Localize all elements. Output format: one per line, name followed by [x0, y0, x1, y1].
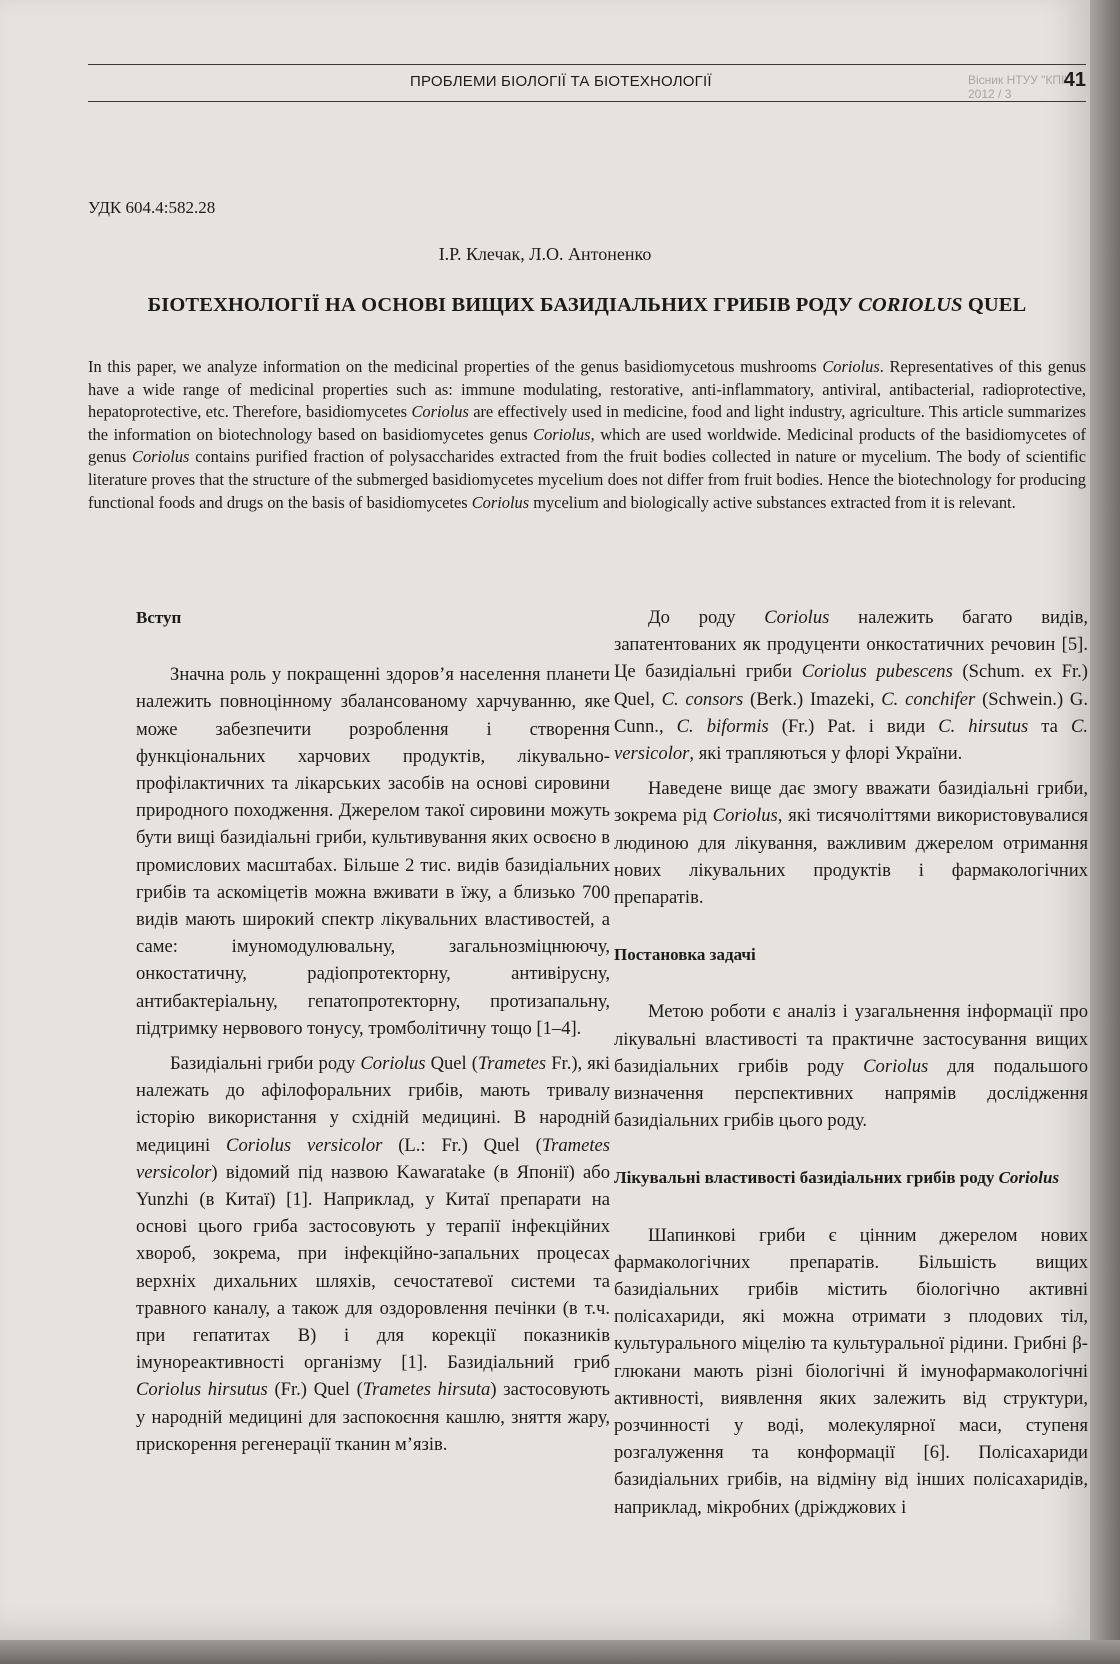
body-paragraph	[614, 998, 1088, 1134]
text-run: Лікувальні властивості базидіальних грибів роду	[614, 1168, 999, 1188]
section-heading	[136, 604, 610, 631]
title-genus: CORIOLUS	[858, 294, 963, 316]
text-run: Шапинкові гриби є цінним джерелом нових фармакологічних препаратів. Більшість вищих базидіальних грибів містить біологічно активні полісахариди, які можна отримати з плодових тіл, культурального міцелію та культуральної рідини. Грибні β-глюкани мають різні біологічні й імунофармакологічні активності, виявлення яких залежить від структури, розчинності у воді, молекулярної маси, ступеня розгалуження та конформації [6]. Полісахариди базидіальних грибів, на відміну від інших полісахаридів, наприклад, мікробних (дріжджових і	[614, 1224, 1088, 1518]
abstract	[88, 356, 1086, 514]
udk-code: УДК 604.4:582.28	[88, 198, 216, 217]
text-run: are effectively used in medicine, food and light industry, agriculture. This article summarizes the information on biotechnology based on basidiomycetes genus	[88, 402, 1086, 444]
italic-run: C. consors	[661, 688, 744, 710]
text-run: Наведене вище дає змогу вважати базидіальні гриби, зокрема рід	[614, 778, 1088, 827]
body-paragraph	[136, 661, 610, 1042]
text-run: (Fr.) Quel (	[267, 1379, 363, 1401]
text-run: , які трапляються у флорі України.	[689, 743, 963, 765]
body-paragraph	[136, 1050, 610, 1458]
left-column	[136, 604, 610, 1458]
text-run: До роду	[648, 607, 765, 628]
italic-run: Coriolus	[998, 1168, 1060, 1188]
text-run: . Representatives of this genus have a wide range of medicinal properties such as: immune modulating, restorative, anti-inflammatory, antiviral, antibacterial, radioprotective, hepatoprotective, etc. Therefore, basidiomycetes	[88, 357, 1086, 422]
text-run: In this paper, we analyze information on the medicinal properties of the genus basidiomycetous mushrooms	[88, 357, 823, 376]
article-title	[88, 294, 1086, 317]
italic-run: C. versicolor	[614, 715, 1088, 765]
right-column	[614, 604, 1088, 1521]
bleed-through-text: Вісник НТУУ "КПІ" 2012 / 3	[968, 73, 1069, 101]
text-run: Постановка задачі	[614, 945, 756, 965]
text-run: (Fr.) Pat. і види	[768, 715, 939, 737]
title-main: БІОТЕХНОЛОГІЇ НА ОСНОВІ ВИЩИХ БАЗИДІАЛЬНИХ ГРИБІВ РОДУ	[147, 294, 859, 316]
authors: І.Р. Клечак, Л.О. Антоненко	[438, 244, 652, 264]
text-run: для подальшого визначення перспективних напрямів дослідження базидіальних грибів цього роду.	[614, 1055, 1088, 1132]
body-paragraph	[614, 1222, 1088, 1521]
text-run: ) застосовують у народній медицині для заспокоєння кашлю, зняття жару, прискорення регенерації тканин м’язів.	[136, 1379, 610, 1455]
italic-run: Coriolus pubescens	[801, 661, 953, 683]
italic-run: C. hirsutus	[938, 715, 1029, 737]
text-run: , які тисячоліттями використовувалися людиною для лікування, важливим джерелом отримання нових лікувальних продуктів і фармакологічних препаратів.	[614, 805, 1088, 909]
body-paragraph	[614, 775, 1088, 911]
text-run: (L.: Fr.) Quel (	[382, 1134, 542, 1156]
text-run: Fr.), які належать до афілофоральних грибів, мають тривалу історію використання у східній медицині. В народній медицині	[136, 1053, 610, 1156]
italic-run: Trametes	[477, 1053, 547, 1075]
journal-title: ПРОБЛЕМИ БІОЛОГІЇ ТА БІОТЕХНОЛОГІЇ	[410, 73, 712, 90]
text-run: Базидіальні гриби роду	[170, 1053, 361, 1075]
text-run: (Berk.) Imazeki,	[743, 688, 882, 710]
text-run: Вступ	[136, 608, 182, 627]
text-run: Метою роботи є аналіз і узагальнення інформації про лікувальні властивості та практичне застосування вищих базидіальних грибів роду	[614, 1001, 1088, 1077]
text-run: та	[1028, 715, 1071, 737]
text-run: , which are used worldwide. Medicinal products of the basidiomycetes of genus	[88, 424, 1086, 467]
running-header	[88, 64, 1086, 102]
page-shadow-right	[1090, 0, 1120, 1664]
page-number: 41	[1063, 69, 1086, 91]
body-paragraph	[614, 604, 1088, 767]
italic-run: Trametes versicolor	[136, 1134, 610, 1183]
italic-run: Coriolus hirsutus	[136, 1379, 268, 1401]
italic-run: Coriolus	[764, 607, 830, 628]
text-run: contains purified fraction of polysaccharides extracted from the fruit bodies collected in nature or mycelium. The body of scientific literature proves that the structure of the submerged basidiomycetes mycelium does not differ from fruit bodies. Hence the biotechnology for producing functional foods and drugs on the basis of basidiomycetes	[88, 447, 1086, 512]
italic-run: Coriolus versicolor	[226, 1134, 383, 1156]
text-run: (Schwein.) G. Cunn.,	[614, 688, 1088, 737]
page-shadow-bottom	[0, 1640, 1120, 1664]
text-run: mycelium and biologically active substances extracted from it is relevant.	[529, 492, 1016, 512]
italic-run: C. conchifer	[881, 688, 976, 710]
italic-run: C. biformis	[676, 715, 769, 737]
italic-run: Coriolus	[132, 447, 190, 467]
italic-run: Coriolus	[533, 424, 591, 444]
text-run: належить багато видів, запатентованих як продуценти онкостатичних речовин [5]. Це базидіальні гриби	[614, 607, 1088, 683]
text-run: Quel (	[425, 1053, 478, 1075]
section-heading	[614, 941, 1088, 968]
italic-run: Coriolus	[360, 1053, 426, 1075]
text-run: (Schum. ex Fr.) Quel,	[614, 661, 1088, 710]
italic-run: Coriolus	[822, 357, 880, 376]
italic-run: Coriolus	[863, 1055, 929, 1077]
text-run: ) відомий під назвою Kawaratake (в Японії) або Yunzhi (в Китаї) [1]. Наприклад, у Китаї препарати на основі цього гриба застосовують у терапії інфекційних хвороб, зокрема, при інфекційно-запальних процесах верхніх дихальних шляхів, сечостатевої системи та травного каналу, а також для оздоровлення печінки (в т.ч. при гепатитах В) і для корекції показників імунореактивності організму [1]. Базидіальний гриб	[136, 1161, 610, 1374]
italic-run: Coriolus	[471, 492, 530, 512]
italic-run: Coriolus	[712, 805, 778, 827]
italic-run: Coriolus	[411, 402, 469, 422]
text-run: Значна роль у покращенні здоров’я населення планети належить повноцінному збалансованому харчуванню, яке може забезпечити розроблення і створення функціональних харчових продуктів, лікувально-профілактичних та лікарських засобів на основі сировини природного походження. Джерелом такої сировини можуть бути вищі базидіальні гриби, культивування яких освоєно в промислових масштабах. Більше 2 тис. видів базидіальних грибів та аскоміцетів можна вживати в їжу, а близько 700 видів мають широкий спектр лікувальних властивостей, а саме: імуномодулювальну, загальнозміцнюючу, онкостатичну, радіопротекторну, антивірусну, антибактеріальну, гепатопротекторну, протизапальну, підтримку нервового тонусу, тромболітичну тощо [1–4].	[136, 664, 610, 1039]
italic-run: Trametes hirsuta	[362, 1379, 491, 1401]
section-heading	[614, 1164, 1088, 1191]
title-suffix: QUEL	[962, 294, 1027, 316]
